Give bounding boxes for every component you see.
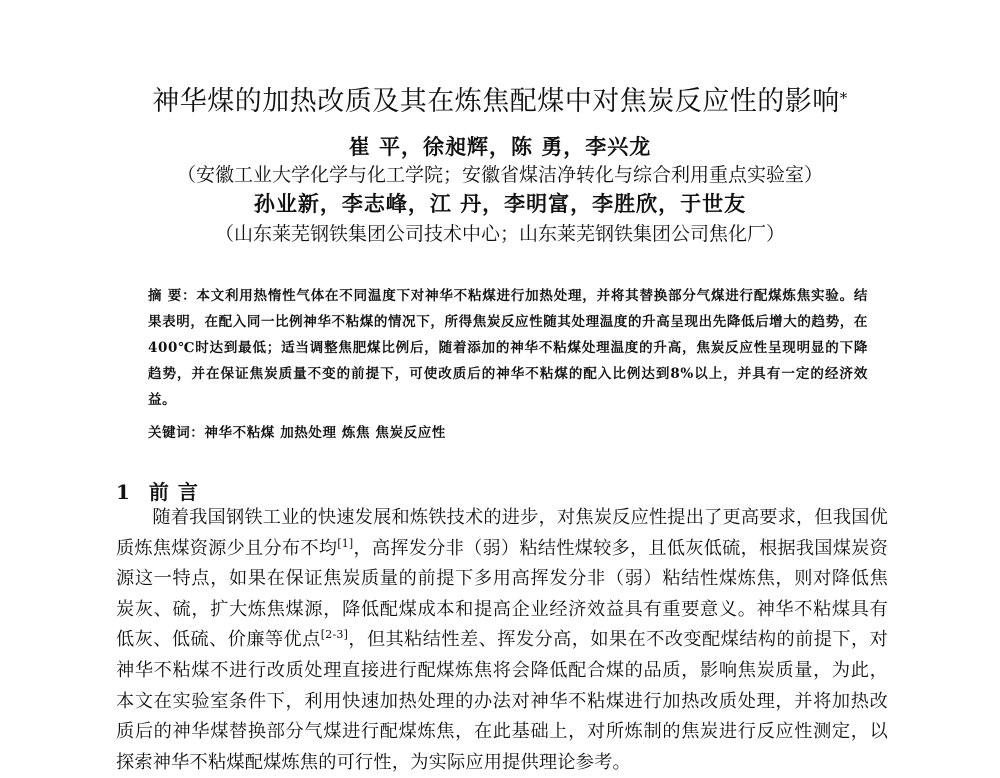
title-footnote-marker: * [839,89,848,107]
body-text-part-2: ，高挥发分非（弱）粘结性煤较多，且低灰低硫，根据我国煤炭资源这一特点，如果在保证焦炭质量的前提下多用高挥发分非（弱）粘结性煤炼焦，则对降低焦炭灰、硫，扩大炼焦煤源，降低配煤成本和提高企业经济效益具有重要意义。神华不粘煤具有低灰、低硫、价廉等优点 [116,537,888,651]
body-text-part-1: 随着我国钢铁工业的快速发展和炼铁技术的进步，对焦炭反应性提出了更高要求，但我国优质炼焦煤资源少且分布不均 [116,507,888,559]
keywords-label: 关键词： [148,425,205,441]
paper-title-text: 神华煤的加热改质及其在炼焦配煤中对焦炭反应性的影响 [152,86,840,117]
affiliation-1: （安徽工业大学化学与化工学院；安徽省煤洁净转化与综合利用重点实验室） [176,164,823,186]
abstract [148,283,868,413]
keywords [148,420,868,446]
abstract-label: 摘 要： [148,288,197,304]
affiliation-2: （山东莱芜钢铁集团公司技术中心；山东莱芜钢铁集团公司焦化厂） [214,223,785,245]
body-text-part-3: ，但其粘结性差、挥发分高，如果在不改变配煤结构的前提下，对神华不粘煤不进行改质处理直接进行配煤炼焦将会降低配合煤的品质，影响焦炭质量，为此，本文在实验室条件下，利用快速加热处理的办法对神华不粘煤进行加热改质处理，并将加热改质后的神华煤替换部分气煤进行配煤炼焦，在此基础上，对所炼制的焦炭进行反应性测定，以探索神华不粘煤配煤炼焦的可行性，为实际应用提供理论参考。 [116,629,888,773]
author-list-1: 崔 平，徐昶辉，陈 勇，李兴龙 [348,134,652,159]
author-list-2: 孙业新，李志峰，江 丹，李明富，李胜欣，于世友 [253,191,747,216]
keywords-text: 神华不粘煤 加热处理 炼焦 焦炭反应性 [204,425,446,441]
paper-title [0,84,1000,120]
citation-ref-2: [2-3] [320,628,349,642]
section-title: 前 言 [148,480,199,504]
abstract-text: 本文利用热惰性气体在不同温度下对神华不粘煤进行加热处理，并将其替换部分气煤进行配煤炼焦实验。结果表明，在配入同一比例神华不粘煤的情况下，所得焦炭反应性随其处理温度的升高呈现出先降低后增大的趋势，在400℃时达到最低；适当调整焦肥煤比例后，随着添加的神华不粘煤处理温度的升高，焦炭反应性呈现明显的下降趋势，并在保证焦炭质量不变的前提下，可使改质后的神华不粘煤的配入比例达到8%以上，并具有一定的经济效益。 [148,288,868,408]
citation-ref-1: [1] [337,536,354,550]
section-number: 1 [116,480,131,504]
section-body-paragraph [116,503,888,773]
section-heading [116,478,199,506]
